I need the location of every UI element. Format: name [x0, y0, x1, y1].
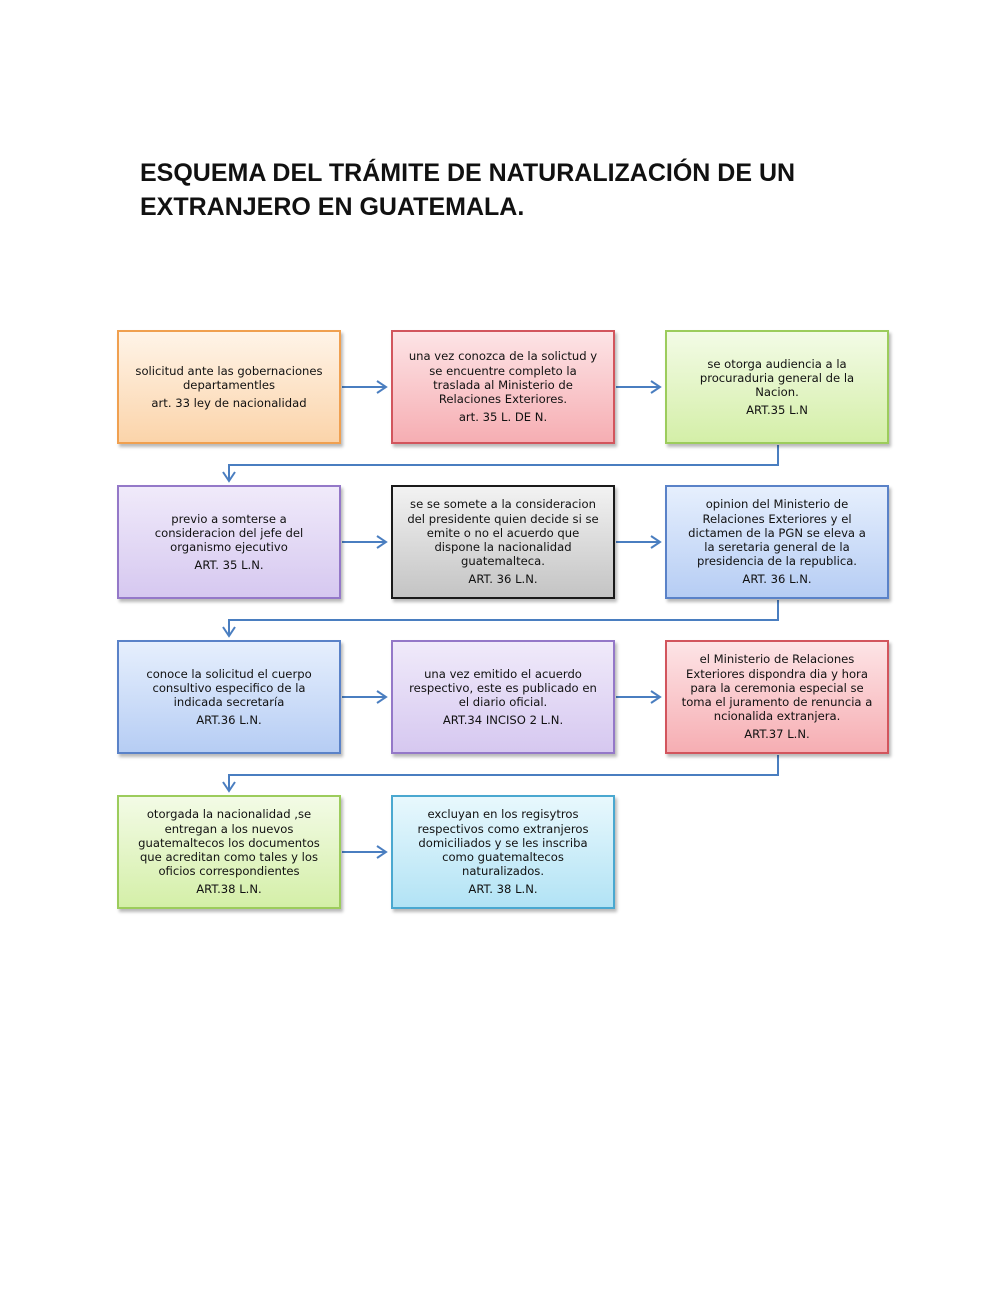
step-7-reference: ART.36 L.N. — [196, 713, 262, 728]
page-title — [140, 156, 900, 224]
step-9-line: Exteriores dispondra dia y hora — [686, 666, 868, 681]
step-1-line: departamentles — [182, 377, 276, 392]
step-10-reference: ART.38 L.N. — [196, 882, 262, 897]
step-1-box — [117, 330, 341, 444]
step-11-line: respectivos como extranjeros — [417, 821, 589, 836]
step-6-line: la seretaria general de la — [704, 540, 850, 554]
step-8-box — [391, 640, 615, 754]
step-10-line: que acreditan como tales y los — [139, 850, 319, 864]
step-1-line: solicitud ante las gobernaciones — [135, 363, 323, 378]
step-10-box — [117, 795, 341, 909]
step-9-line: para la ceremonia especial se — [690, 680, 864, 695]
arrow-9-10 — [229, 755, 778, 791]
step-2-line: traslada al Ministerio de — [433, 377, 573, 392]
step-2-line: Relaciones Exteriores. — [438, 392, 568, 407]
step-5-line: emite o no el acuerdo que — [426, 525, 580, 540]
step-5-reference: ART. 36 L.N. — [468, 572, 538, 587]
step-5-line: del presidente quien decide si se — [407, 511, 599, 526]
step-2-line: una vez conozca de la solictud y — [408, 349, 598, 364]
step-6-reference: ART. 36 L.N. — [742, 572, 812, 587]
step-8-line: el diario oficial. — [458, 695, 548, 709]
step-7-line: consultivo especifico de la — [152, 680, 306, 695]
step-3-line: Nacion. — [755, 385, 799, 399]
step-5-line: guatemalteca. — [461, 554, 545, 569]
step-2-line: se encuentre completo la — [429, 363, 577, 378]
step-3-box — [665, 330, 889, 444]
step-7-line: indicada secretaría — [173, 695, 285, 709]
step-11-line: naturalizados. — [461, 864, 545, 879]
step-4-line: consideracion del jefe del — [154, 525, 304, 540]
step-4-box — [117, 485, 341, 599]
step-8-line: respectivo, este es publicado en — [409, 680, 597, 695]
title-line-1: ESQUEMA DEL TRÁMITE DE NATURALIZACIÓN DE UN — [140, 159, 796, 187]
step-5-line: se se somete a la consideracion — [410, 497, 596, 512]
step-6-box — [665, 485, 889, 599]
step-4-line: previo a somterse a — [171, 511, 287, 526]
step-11-line: como guatemaltecos — [442, 850, 564, 864]
arrow-3-4 — [229, 445, 778, 481]
step-11-line: excluyan en los regisytros — [427, 807, 579, 822]
title-line-2: EXTRANJERO EN GUATEMALA. — [140, 193, 525, 221]
step-11-box — [391, 795, 615, 909]
step-11-line: domiciliados y se les inscriba — [418, 835, 588, 850]
step-6-line: presidencia de la republica. — [697, 554, 857, 569]
step-3-reference: ART.35 L.N — [746, 403, 808, 418]
step-4-reference: ART. 35 L.N. — [194, 558, 264, 573]
step-10-line: entregan a los nuevos — [164, 821, 294, 836]
step-10-line: guatemaltecos los documentos — [138, 835, 320, 850]
step-3-line: se otorga audiencia a la — [707, 356, 847, 371]
step-9-box — [665, 640, 889, 754]
step-6-line: opinion del Ministerio de — [705, 497, 849, 512]
step-3-line: procuraduria general de la — [699, 370, 855, 385]
step-9-line: toma el juramento de renuncia a — [681, 695, 873, 709]
step-2-reference: art. 35 L. DE N. — [458, 410, 548, 425]
arrow-6-7 — [229, 600, 778, 636]
step-11-reference: ART. 38 L.N. — [468, 882, 538, 897]
step-10-line: otorgada la nacionalidad ,se — [146, 807, 312, 822]
step-8-line: una vez emitido el acuerdo — [424, 666, 582, 681]
step-6-line: dictamen de la PGN se eleva a — [688, 525, 866, 540]
step-5-line: dispone la nacionalidad — [434, 540, 572, 554]
step-9-reference: ART.37 L.N. — [744, 727, 810, 742]
step-4-line: organismo ejecutivo — [170, 540, 288, 554]
step-8-reference: ART.34 INCISO 2 L.N. — [442, 713, 564, 728]
step-5-box — [391, 485, 615, 599]
step-10-line: oficios correspondientes — [158, 864, 300, 879]
step-7-box — [117, 640, 341, 754]
step-2-box — [391, 330, 615, 444]
step-6-line: Relaciones Exteriores y el — [702, 511, 852, 526]
step-7-line: conoce la solicitud el cuerpo — [146, 666, 312, 681]
step-9-line: ncionalida extranjera. — [713, 709, 841, 724]
step-1-reference: art. 33 ley de nacionalidad — [151, 396, 307, 411]
step-9-line: el Ministerio de Relaciones — [699, 652, 855, 667]
